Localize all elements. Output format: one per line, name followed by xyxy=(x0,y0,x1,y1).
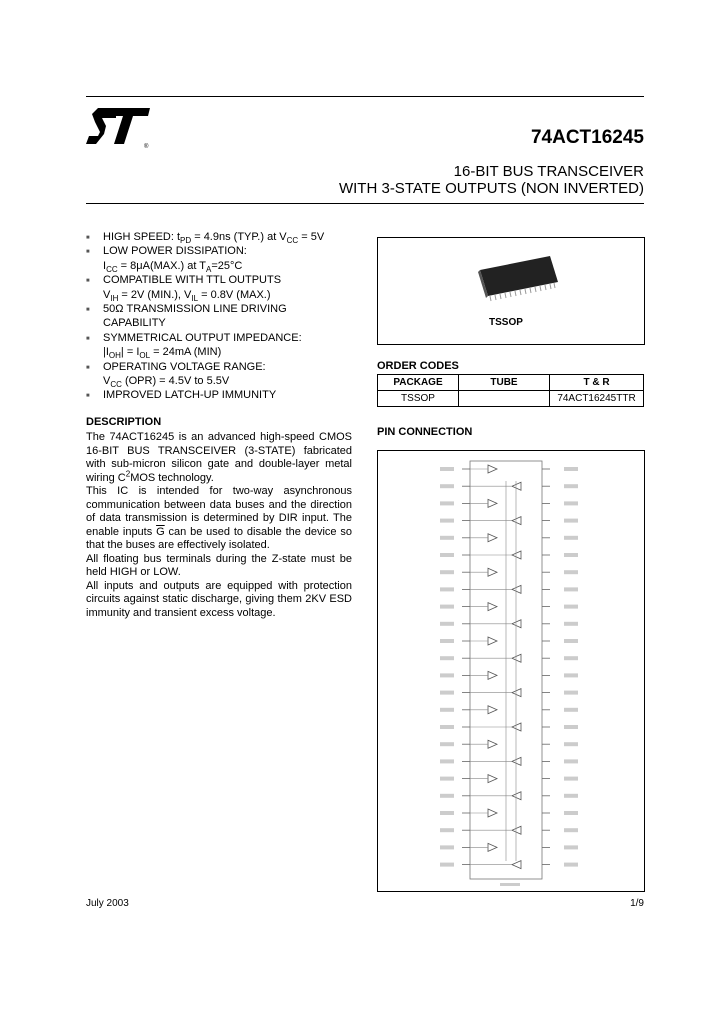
pin-label-left xyxy=(440,863,454,867)
buffer-icon xyxy=(512,551,521,559)
diagram-caption xyxy=(500,883,520,886)
buffer-icon xyxy=(488,740,497,748)
buffer-icon xyxy=(488,603,497,611)
buffer-icon xyxy=(488,637,497,645)
pin-label-left xyxy=(440,691,454,695)
pin-label-left xyxy=(440,742,454,746)
header-rule xyxy=(86,96,644,97)
buffer-icon xyxy=(512,689,521,697)
buffer-icon xyxy=(488,706,497,714)
table-header-tube: TUBE xyxy=(459,375,550,391)
pin-label-right xyxy=(564,519,578,523)
feature-text: $V_{IH} = 2V$ (MIN.), $V_{IL} = 0.8V$ (MAX.) xyxy=(103,288,271,303)
description-paragraph-4: All inputs and outputs are equipped with protection circuits against static discharge, giving them 2KV ESD immunity and transient excess voltage. xyxy=(86,579,352,619)
buffer-icon xyxy=(488,775,497,783)
feature-text: $V_{CC}$ (OPR) = 4.5V to 5.5V xyxy=(103,375,230,390)
pin-label-right xyxy=(564,467,578,471)
pin-label-left xyxy=(440,570,454,574)
tssop-package-image xyxy=(472,248,562,304)
bullet-icon: ■ xyxy=(86,278,90,285)
pin-label-left xyxy=(440,484,454,488)
pin-label-right xyxy=(564,639,578,643)
pin-connection-heading: PIN CONNECTION xyxy=(377,426,473,438)
pin-label-right xyxy=(564,811,578,815)
pin-label-left xyxy=(440,794,454,798)
part-number: 74ACT16245 xyxy=(530,127,644,148)
buffer-icon xyxy=(512,826,521,834)
pin-label-right xyxy=(564,777,578,781)
buffer-icon xyxy=(512,861,521,869)
pin-label-left xyxy=(440,467,454,471)
pin-label-right xyxy=(564,501,578,505)
bullet-icon: ■ xyxy=(86,235,90,241)
description-heading: DESCRIPTION xyxy=(86,416,162,428)
pin-label-right xyxy=(564,570,578,574)
description-paragraph-2: This IC is intended for two-way asynchronous communication between data buses and the direction of data transmission is determined by DIR input. The enable inputs $\overline{G}$ can be used to disable the device so that the buses are effectively isolated. xyxy=(86,485,353,551)
pin-label-right xyxy=(564,673,578,677)
bullet-icon: ■ xyxy=(86,307,90,313)
pin-label-right xyxy=(564,845,578,849)
pin-label-left xyxy=(440,725,454,729)
pin-label-right xyxy=(564,484,578,488)
pin-label-right xyxy=(564,828,578,832)
pin-label-left xyxy=(440,673,454,677)
pin-label-right xyxy=(564,691,578,695)
pin-label-left xyxy=(440,587,454,591)
bullet-icon: ■ xyxy=(86,249,90,256)
subtitle-line-2: WITH 3-STATE OUTPUTS (NON INVERTED) xyxy=(338,180,644,197)
buffer-icon xyxy=(488,568,497,576)
buffer-icon xyxy=(512,482,521,490)
pin-label-right xyxy=(564,708,578,712)
feature-text: SYMMETRICAL OUTPUT IMPEDANCE: xyxy=(103,331,302,344)
feature-text: $|I_{OH}| = I_{OL} = 24mA$ (MIN) xyxy=(103,346,222,361)
buffer-icon xyxy=(512,654,521,662)
subtitle-line-1: 16-BIT BUS TRANSCEIVER xyxy=(453,163,644,180)
bullet-icon: ■ xyxy=(86,364,90,371)
pin-label-left xyxy=(440,845,454,849)
pin-label-right xyxy=(564,794,578,798)
pin-label-right xyxy=(564,553,578,557)
pin-label-right xyxy=(564,656,578,660)
description-paragraph-3: All floating bus terminals during the Z-state must be held HIGH or LOW. xyxy=(86,552,352,578)
pin-label-left xyxy=(440,501,454,505)
buffer-icon xyxy=(512,517,521,525)
table-header-row xyxy=(378,375,644,391)
pin-label-left xyxy=(440,622,454,626)
description-paragraph-1: The 74ACT16245 is an advanced high-speed CMOS 16-BIT BUS TRANSCEIVER (3-STATE) fabricated with sub-micron silicon gate and double-layer metal wiring $C^2MOS$ technology. xyxy=(86,431,352,484)
pin-label-left xyxy=(440,656,454,660)
pin-label-left xyxy=(440,519,454,523)
buffer-icon xyxy=(512,757,521,765)
buffer-icon xyxy=(488,809,497,817)
feature-text: HIGH SPEED: $t_{PD} = 4.9ns$ (TYP.) at $V_{CC} = 5V$ xyxy=(103,231,325,246)
feature-text: LOW POWER DISSIPATION: xyxy=(103,245,247,258)
table-row xyxy=(378,391,644,407)
buffer-icon xyxy=(488,671,497,679)
pin-label-left xyxy=(440,759,454,763)
pin-label-right xyxy=(564,759,578,763)
buffer-icon xyxy=(512,620,521,628)
feature-text: OPERATING VOLTAGE RANGE: xyxy=(103,360,266,373)
buffer-icon xyxy=(488,534,497,542)
pin-label-left xyxy=(440,708,454,712)
buffer-icon xyxy=(512,723,521,731)
feature-text: $I_{CC} = 8\mu A(MAX.)$ at $T_A=25^\circ C$ xyxy=(103,259,243,274)
pin-label-right xyxy=(564,742,578,746)
pin-connection-box xyxy=(377,450,645,892)
package-box xyxy=(377,237,645,345)
order-codes-heading: ORDER CODES xyxy=(377,360,459,372)
buffer-icon xyxy=(512,585,521,593)
features-list xyxy=(86,230,361,410)
pin-label-right xyxy=(564,536,578,540)
feature-text: COMPATIBLE WITH TTL OUTPUTS xyxy=(103,274,282,287)
package-label: TSSOP xyxy=(489,317,523,328)
description-body xyxy=(86,431,352,620)
buffer-icon xyxy=(488,465,497,473)
subtitle-rule xyxy=(86,203,644,204)
pin-label-left xyxy=(440,639,454,643)
pin-label-right xyxy=(564,605,578,609)
table-header-tr: T & R xyxy=(550,375,644,391)
footer-date: July 2003 xyxy=(86,898,129,909)
pin-label-left xyxy=(440,777,454,781)
table-header-package: PACKAGE xyxy=(378,375,459,391)
feature-text: CAPABILITY xyxy=(103,317,166,330)
bullet-icon: ■ xyxy=(86,393,90,400)
table-cell-tr: 74ACT16245TTR xyxy=(550,391,644,407)
table-cell-package: TSSOP xyxy=(378,391,459,407)
pin-label-left xyxy=(440,605,454,609)
svg-text:®: ® xyxy=(144,144,149,150)
pin-label-right xyxy=(564,622,578,626)
pin-label-left xyxy=(440,553,454,557)
pin-label-right xyxy=(564,863,578,867)
pin-label-left xyxy=(440,828,454,832)
pin-connection-diagram xyxy=(378,451,644,891)
pin-label-left xyxy=(440,536,454,540)
buffer-icon xyxy=(488,843,497,851)
feature-text: 50Ω TRANSMISSION LINE DRIVING xyxy=(103,303,287,315)
bullet-icon: ■ xyxy=(86,335,90,342)
pin-label-right xyxy=(564,587,578,591)
pin-label-left xyxy=(440,811,454,815)
pin-label-right xyxy=(564,725,578,729)
st-logo xyxy=(86,104,152,150)
buffer-icon xyxy=(488,499,497,507)
table-cell-tube xyxy=(459,391,550,407)
footer-page: 1/9 xyxy=(630,898,644,909)
buffer-icon xyxy=(512,792,521,800)
feature-text: IMPROVED LATCH-UP IMMUNITY xyxy=(103,389,277,402)
order-codes-table xyxy=(377,374,644,407)
